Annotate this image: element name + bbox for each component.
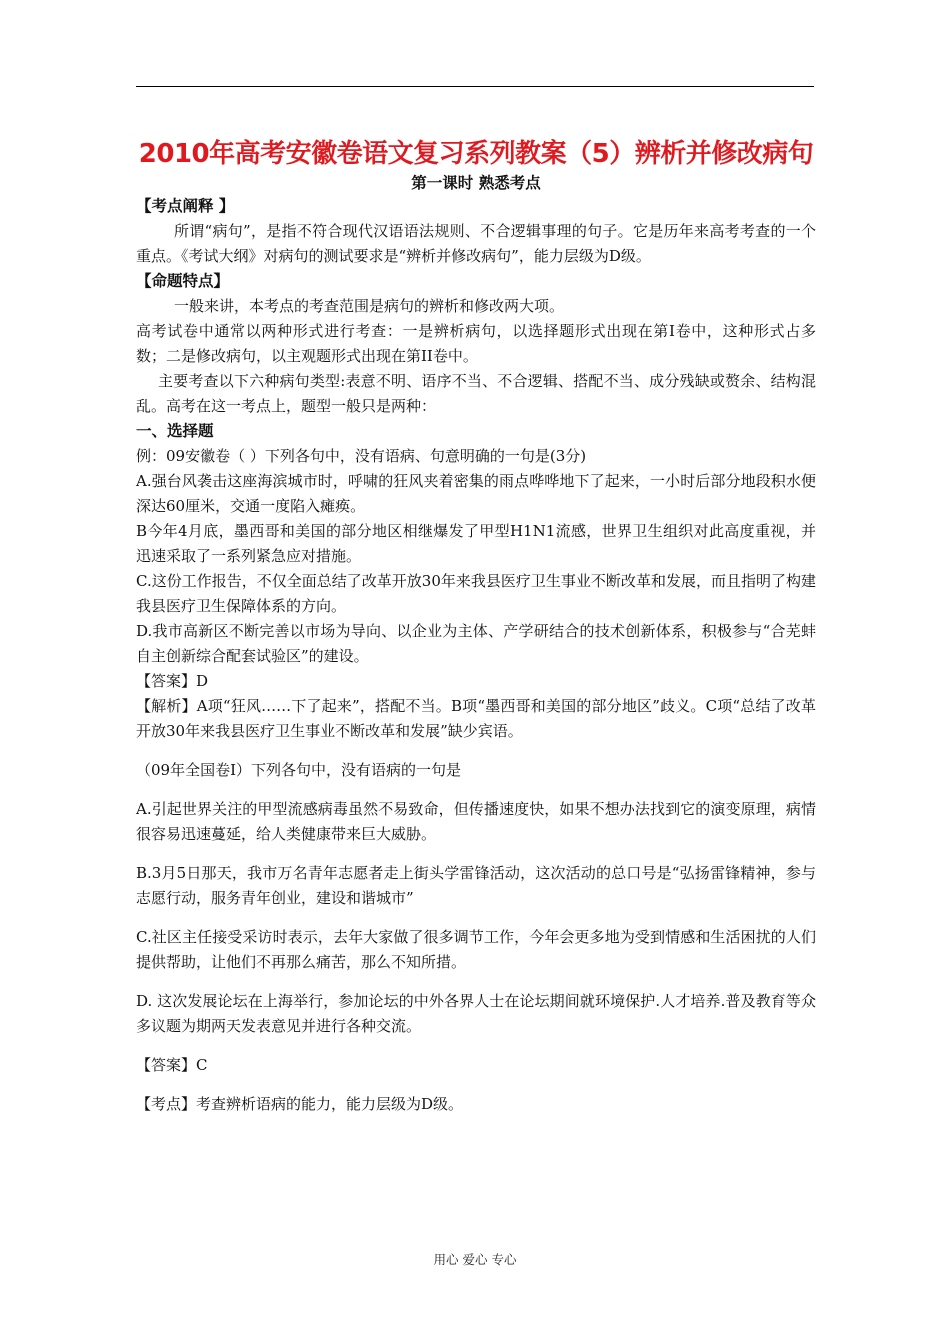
example2-option-c: C.社区主任接受采访时表示，去年大家做了很多调节工作，今年会更多地为受到情感和生活困扰的人们提供帮助，让他们不再那么痛苦，那么不知所措。 [136,928,816,971]
section-heading-kaodian: 【考点阐释 】 [136,197,235,215]
document-body [136,136,816,1117]
paragraph-mingti-3: 主要考查以下六种病句类型:表意不明、语序不当、不合逻辑、搭配不当、成分残缺或赘余、结构混乱。高考在这一考点上，题型一般只是两种： [136,372,816,415]
example1-option-c: C.这份工作报告，不仅全面总结了改革开放30年来我县医疗卫生事业不断改革和发展，而且指明了构建我县医疗卫生保障体系的方向。 [136,572,816,615]
example2-option-a: A.引起世界关注的甲型流感病毒虽然不易致命，但传播速度快，如果不想办法找到它的演变原理，病情很容易迅速蔓延，给人类健康带来巨大威胁。 [136,800,816,843]
paragraph-mingti-1: 一般来讲，本考点的考查范围是病句的辨析和修改两大项。 [174,297,565,315]
header-rule [136,86,814,87]
example1-question: 例：09安徽卷（ ）下列各句中，没有语病、句意明确的一句是(3分) [136,447,587,465]
section-heading-mingti: 【命题特点】 [136,272,230,290]
example2-option-b: B.3月5日那天，我市万名青年志愿者走上街头学雷锋活动，这次活动的总口号是“弘扬雷锋精神，参与志愿行动，服务青年创业，建设和谐城市” [136,864,816,907]
example1-analysis: 【解析】A项“狂风……下了起来”，搭配不当。B项“墨西哥和美国的部分地区”歧义。C项“总结了改革开放30年来我县医疗卫生事业不断改革和发展”缺少宾语。 [136,697,816,740]
lesson-subtitle: 第一课时 熟悉考点 [411,174,541,192]
example2-answer: 【答案】C [136,1056,208,1074]
example2-option-d: D. 这次发展论坛在上海举行，参加论坛的中外各界人士在论坛期间就环境保护.人才培养.普及教育等众多议题为期两天发表意见并进行各种交流。 [136,992,816,1035]
page-footer: 用心 爱心 专心 [433,1252,517,1267]
example1-answer: 【答案】D [136,672,209,690]
paragraph-mingti-2: 高考试卷中通常以两种形式进行考查：一是辨析病句，以选择题形式出现在第Ⅰ卷中，这种形式占多数；二是修改病句，以主观题形式出现在第II卷中。 [136,322,816,365]
example1-option-b: B今年4月底，墨西哥和美国的部分地区相继爆发了甲型H1N1流感，世界卫生组织对此高度重视，并迅速采取了一系列紧急应对措施。 [136,522,816,565]
section-heading-xuanze: 一、选择题 [136,422,214,440]
example1-option-a: A.强台风袭击这座海滨城市时，呼啸的狂风夹着密集的雨点哗哗地下了起来，一小时后部分地段积水便深达60厘米，交通一度陷入瘫痪。 [136,472,816,515]
document-title: 2010年高考安徽卷语文复习系列教案（5）辨析并修改病句 [138,139,814,169]
example2-kaodian: 【考点】考查辨析语病的能力，能力层级为D级。 [136,1095,464,1113]
example2-question: （09年全国卷Ⅰ）下列各句中，没有语病的一句是 [136,761,462,779]
example1-option-d: D.我市高新区不断完善以市场为导向、以企业为主体、产学研结合的技术创新体系，积极参与“合芜蚌自主创新综合配套试验区”的建设。 [136,622,816,665]
paragraph-kaodian: 所谓“病句”，是指不符合现代汉语语法规则、不合逻辑事理的句子。它是历年来高考考查的一个重点。《考试大纲》对病句的测试要求是“辨析并修改病句”，能力层级为D级。 [136,222,816,265]
